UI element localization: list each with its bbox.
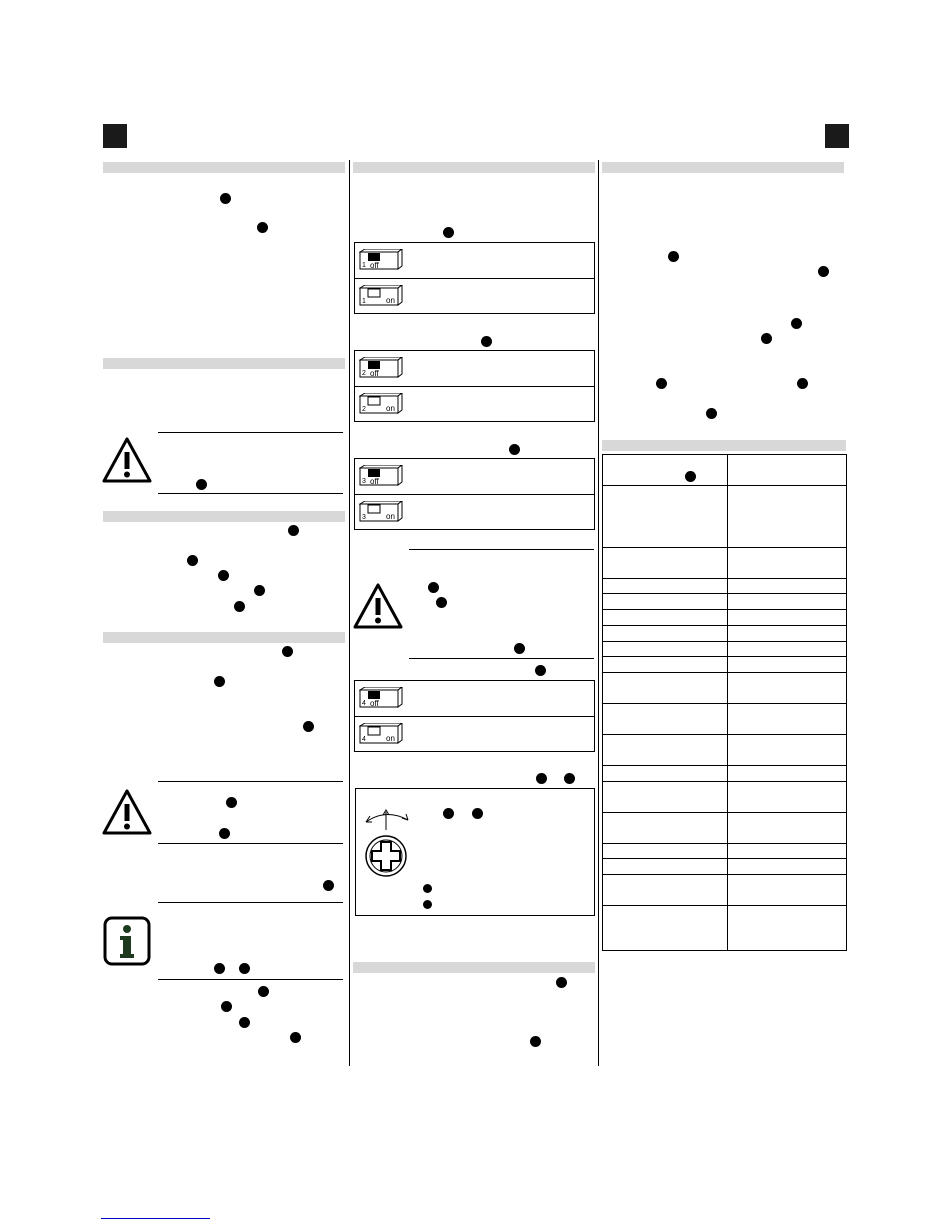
switch-3-table (354, 458, 595, 530)
footer-link-underline[interactable] (101, 1218, 210, 1219)
rotary-dial-icon[interactable] (360, 800, 416, 896)
svg-text:off: off (370, 699, 379, 708)
column-divider-right (598, 160, 599, 1066)
header-right-marker (825, 124, 849, 148)
svg-text:off: off (370, 477, 379, 486)
section-bar-6 (353, 962, 595, 973)
table-cell (603, 766, 728, 782)
reference-marker (214, 963, 225, 974)
table-row (603, 673, 847, 704)
table-cell (728, 610, 847, 626)
table-row (603, 766, 847, 782)
switch-2-off-row (355, 351, 594, 385)
column-divider-left (349, 160, 350, 1066)
switch-3-on-row (355, 494, 594, 529)
svg-text:on: on (386, 296, 395, 305)
table-cell (603, 626, 728, 642)
table-cell (728, 844, 847, 859)
reference-marker (536, 773, 547, 784)
svg-text:1: 1 (362, 298, 366, 305)
table-cell (603, 579, 728, 594)
dip-switch-off-icon (359, 465, 403, 487)
table-row (603, 626, 847, 642)
section-bar-7 (602, 162, 844, 173)
dip-switch-on-icon (359, 723, 403, 745)
table-cell (603, 610, 728, 626)
header-left-marker (103, 124, 127, 148)
table-cell (603, 735, 728, 766)
svg-text:4: 4 (362, 700, 366, 707)
table-cell (603, 455, 728, 486)
table-cell (603, 875, 728, 906)
svg-text:3: 3 (362, 478, 366, 485)
switch-4-off-row (355, 681, 594, 715)
reference-marker (288, 525, 299, 536)
table-row (603, 859, 847, 875)
table-row (603, 657, 847, 673)
section-bar-1 (103, 162, 345, 173)
reference-marker (220, 193, 231, 204)
table-cell (728, 735, 847, 766)
table-cell (728, 657, 847, 673)
switch-2-on-row (355, 386, 594, 421)
table-cell (728, 813, 847, 844)
warning-rule-top (409, 549, 594, 550)
info-i-icon (103, 916, 151, 966)
table-cell (603, 673, 728, 704)
spec-table (602, 454, 847, 951)
svg-text:4: 4 (362, 736, 366, 743)
warning-rule-bottom (158, 493, 343, 494)
table-cell (728, 704, 847, 735)
table-cell (728, 906, 847, 951)
switch-1-off-row (355, 243, 594, 277)
svg-text:off: off (370, 261, 379, 270)
reference-marker (303, 721, 314, 732)
dip-switch-off-icon (359, 357, 403, 379)
table-cell (603, 813, 728, 844)
table-row (603, 704, 847, 735)
table-cell (728, 455, 847, 486)
dip-switch-on-icon (359, 285, 403, 307)
table-row (603, 548, 847, 579)
table-row (603, 610, 847, 626)
table-cell (728, 486, 847, 548)
reference-marker (535, 665, 546, 676)
reference-marker (791, 318, 802, 329)
warning-rule-top (158, 432, 343, 433)
reference-marker (530, 1036, 541, 1047)
switch-1-on-row (355, 278, 594, 313)
table-cell (728, 594, 847, 610)
reference-marker (290, 1032, 301, 1043)
table-cell (728, 673, 847, 704)
svg-text:3: 3 (362, 514, 366, 521)
dip-switch-on-icon (359, 393, 403, 415)
table-cell (728, 579, 847, 594)
switch-4-table (354, 680, 595, 752)
table-cell (603, 594, 728, 610)
table-cell (603, 704, 728, 735)
table-row (603, 782, 847, 813)
section-bar-2 (103, 358, 345, 369)
reference-marker (239, 1017, 250, 1028)
switch-2-table (354, 350, 595, 422)
warning-rule-top (158, 781, 343, 782)
warning-triangle-icon (101, 788, 153, 836)
table-cell (603, 906, 728, 951)
reference-marker (258, 986, 269, 997)
table-row (603, 844, 847, 859)
table-row (603, 455, 847, 486)
reference-marker (514, 643, 525, 654)
warning-triangle-icon (352, 582, 404, 630)
table-cell (728, 766, 847, 782)
svg-text:on: on (386, 404, 395, 413)
reference-marker (761, 333, 772, 344)
table-cell (603, 844, 728, 859)
reference-marker (214, 676, 225, 687)
reference-marker (218, 570, 229, 581)
dip-switch-off-icon (359, 687, 403, 709)
table-row (603, 735, 847, 766)
table-cell (728, 875, 847, 906)
section-bar-5 (353, 162, 595, 173)
dip-switch-on-icon (359, 501, 403, 523)
reference-marker (221, 1001, 232, 1012)
table-cell (603, 548, 728, 579)
reference-marker (797, 378, 808, 389)
reference-marker (668, 251, 679, 262)
table-row (603, 486, 847, 548)
dip-switch-off-icon (359, 249, 403, 271)
warning-triangle-icon (101, 436, 153, 484)
table-row (603, 594, 847, 610)
svg-text:off: off (370, 369, 379, 378)
table-cell (603, 642, 728, 657)
reference-marker (323, 880, 334, 891)
reference-marker (423, 900, 432, 909)
table-cell (728, 626, 847, 642)
switch-4-on-row (355, 716, 594, 751)
table-cell (603, 657, 728, 673)
table-row (603, 906, 847, 951)
reference-marker (219, 828, 230, 839)
table-cell (728, 642, 847, 657)
table-cell (603, 486, 728, 548)
info-rule-top (158, 902, 343, 903)
svg-text:2: 2 (362, 370, 366, 377)
reference-marker (481, 336, 492, 347)
table-cell (728, 859, 847, 875)
table-row (603, 875, 847, 906)
table-row (603, 813, 847, 844)
warning-rule-bottom (409, 658, 594, 659)
table-cell (728, 782, 847, 813)
info-rule-bottom (158, 979, 343, 980)
reference-marker (443, 227, 454, 238)
table-cell (603, 859, 728, 875)
reference-marker (282, 646, 293, 657)
reference-marker (706, 408, 717, 419)
reference-marker (556, 977, 567, 988)
reference-marker (685, 471, 696, 482)
reference-marker (443, 808, 454, 819)
table-cell (728, 548, 847, 579)
section-bar-8 (602, 440, 846, 451)
svg-text:on: on (386, 512, 395, 521)
switch-3-off-row (355, 459, 594, 493)
switch-1-table (354, 242, 595, 314)
section-bar-4 (103, 632, 345, 643)
svg-text:2: 2 (362, 406, 366, 413)
reference-marker (564, 773, 575, 784)
reference-marker (234, 601, 245, 612)
reference-marker (423, 884, 432, 893)
svg-text:1: 1 (362, 262, 366, 269)
reference-marker (239, 963, 250, 974)
svg-text:on: on (386, 734, 395, 743)
reference-marker (509, 444, 520, 455)
reference-marker (196, 479, 207, 490)
table-row (603, 579, 847, 594)
reference-marker (187, 555, 198, 566)
reference-marker (257, 222, 268, 233)
reference-marker (436, 597, 447, 608)
reference-marker (428, 582, 439, 593)
reference-marker (254, 585, 265, 596)
table-cell (603, 782, 728, 813)
reference-marker (226, 797, 237, 808)
reference-marker (472, 808, 483, 819)
table-row (603, 642, 847, 657)
section-bar-3 (103, 511, 345, 522)
reference-marker (818, 266, 829, 277)
warning-rule-mid (158, 843, 343, 844)
reference-marker (656, 378, 667, 389)
